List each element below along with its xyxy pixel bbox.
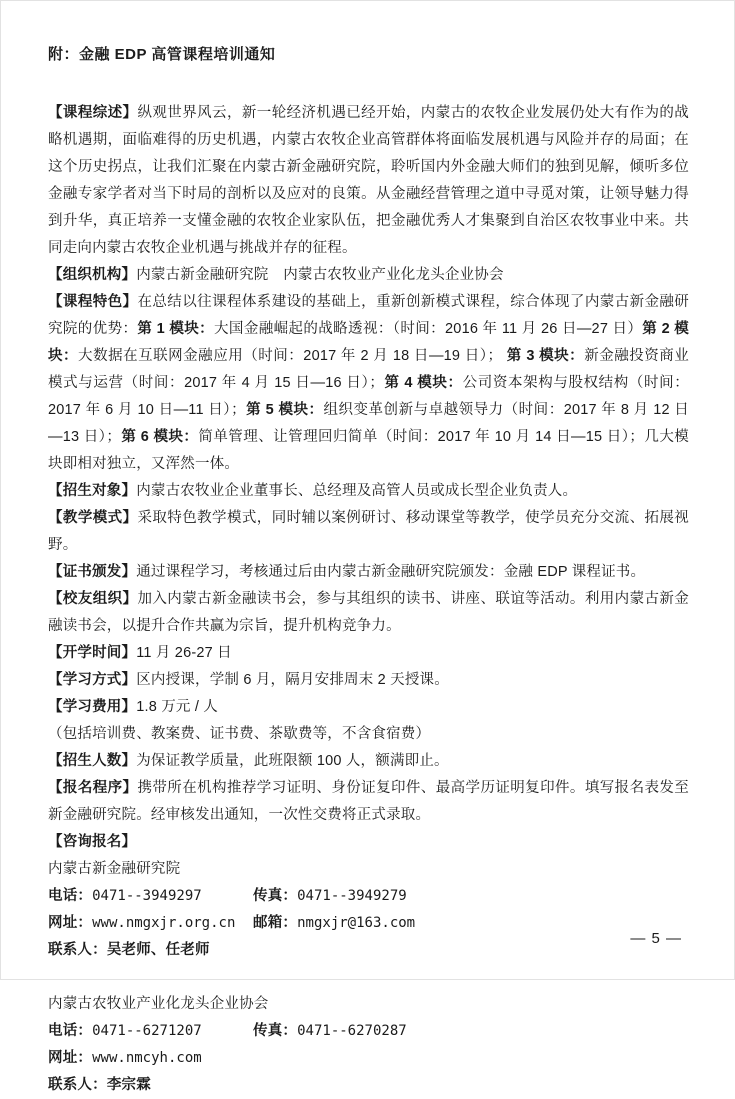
bold-text-run: 【招生人数】 — [48, 753, 137, 769]
document-body — [48, 100, 689, 1099]
contact-value: nmgxjr@163.com — [297, 915, 416, 931]
page-title: 附：金融 EDP 高管课程培训通知 — [48, 46, 276, 63]
bold-text-run: 第 1 模块： — [137, 321, 215, 337]
contact-label: 网址： — [48, 1050, 93, 1066]
paragraph — [48, 100, 689, 262]
contact-value: 吴老师、任老师 — [106, 942, 210, 958]
text-run: 11 月 26-27 日 — [136, 645, 232, 661]
contact-label: 传真： — [253, 1023, 298, 1039]
text-run: 大国金融崛起的战略透视：（时间：2016 年 11 月 26 日—27 日） — [214, 321, 643, 337]
bold-text-run: 【组织机构】 — [48, 267, 137, 283]
contact-cell — [48, 883, 253, 910]
paragraphs — [48, 100, 689, 856]
contact-value: www.nmgxjr.org.cn — [92, 915, 236, 931]
paragraph — [48, 640, 689, 667]
text-run: 纵观世界风云，新一轮经济机遇已经开始，内蒙古的农牧企业发展仍处大有作为的战略机遇期，面临难得的历史机遇，内蒙古农牧企业高管群体将面临发展机遇与风险并存的局面；在这个历史拐点，让我们汇聚在内蒙古新金融研究院，聆听国内外金融大师们的独到见解，倾听多位金融专家学者对当下时局的剖析以及应对的良策。从金融经营管理之道中寻觅对策，让领导魅力得到升华，真正培养一支懂金融的农牧企业家队伍，把金融优秀人才集聚到自治区农牧事业中来。共同走向内蒙古农牧企业机遇与挑战并存的征程。 — [48, 105, 690, 256]
contact-row — [48, 910, 689, 937]
text-run: 区内授课，学制 6 月，隔月安排周末 2 天授课。 — [136, 672, 449, 688]
bold-text-run: 【学习费用】 — [48, 699, 137, 715]
text-run: 新金融投资商业模式与运营（时间：2017 年 4 月 15 日—16 日）； — [48, 348, 689, 391]
text-run: 组织变革创新与卓越领导力（时间：2017 年 8 月 12 日—13 日）； — [48, 402, 689, 445]
paragraph — [48, 775, 689, 829]
text-run: 内蒙古农牧业企业董事长、总经理及高管人员或成长型企业负责人。 — [136, 483, 578, 499]
contact-value: 0471--3949279 — [297, 888, 407, 904]
paragraph — [48, 559, 689, 586]
contact-block — [48, 991, 689, 1099]
paragraph — [48, 586, 689, 640]
bold-text-run: 【学习方式】 — [48, 672, 137, 688]
text-run: 在总结以往课程体系建设的基础上，重新创新模式课程，综合体现了内蒙古新金融研究院的优势： — [48, 294, 690, 337]
bold-text-run: 【课程综述】 — [48, 105, 138, 121]
text-run: 携带所在机构推荐学习证明、身份证复印件、最高学历证明复印件。填写报名表发至新金融研究院。经审核发出通知，一次性交费将正式录取。 — [48, 780, 690, 823]
text-run: 公司资本架构与股权结构（时间：2017 年 6 月 10 日—11 日）； — [48, 375, 689, 418]
contact-cell — [48, 1018, 253, 1045]
contact-value: 0471--6271207 — [92, 1023, 202, 1039]
bold-text-run: 【校友组织】 — [48, 591, 138, 607]
bold-text-run: 【咨询报名】 — [48, 834, 137, 850]
contact-value: 李宗霖 — [106, 1077, 151, 1093]
paragraph — [48, 505, 689, 559]
contact-label: 电话： — [48, 1023, 93, 1039]
contact-cell — [253, 1023, 407, 1039]
contact-org-name: 内蒙古新金融研究院 — [48, 861, 181, 877]
contact-label: 传真： — [253, 888, 298, 904]
bold-text-run: 第 3 模块： — [506, 348, 585, 364]
contact-label: 邮箱： — [253, 915, 298, 931]
contacts — [48, 856, 689, 1099]
paragraph — [48, 694, 689, 721]
text-run: 1.8 万元 / 人 — [136, 699, 218, 715]
text-run: 采取特色教学模式，同时辅以案例研讨、移动课堂等教学，使学员充分交流、拓展视野。 — [48, 510, 690, 553]
contact-label: 网址： — [48, 915, 93, 931]
contact-label: 电话： — [48, 888, 93, 904]
text-run: 大数据在互联网金融应用（时间：2017 年 2 月 18 日—19 日）； — [78, 348, 507, 364]
contact-row — [48, 1045, 689, 1072]
bold-text-run: 【招生对象】 — [48, 483, 137, 499]
contact-cell — [48, 1077, 151, 1093]
text-run: 简单管理、让管理回归简单（时间：2017 年 10 月 14 日—15 日）；几大模块即相对独立，又浑然一体。 — [48, 429, 689, 472]
contact-value: www.nmcyh.com — [92, 1050, 202, 1066]
contact-cell — [48, 942, 210, 958]
bold-text-run: 【课程特色】 — [48, 294, 138, 310]
paragraph — [48, 748, 689, 775]
contact-cell — [48, 1050, 202, 1066]
page-number: — 5 — — [630, 930, 682, 947]
contact-value: 0471--6270287 — [297, 1023, 407, 1039]
text-run: 为保证教学质量，此班限额 100 人，额满即止。 — [136, 753, 449, 769]
contact-row — [48, 883, 689, 910]
bold-text-run: 【报名程序】 — [48, 780, 138, 796]
contact-cell — [253, 888, 407, 904]
text-run: （包括培训费、教案费、证书费、茶歇费等，不含食宿费） — [48, 726, 431, 742]
contact-label: 联系人： — [48, 1077, 107, 1093]
bold-text-run: 【教学模式】 — [48, 510, 138, 526]
text-run: 加入内蒙古新金融读书会，参与其组织的读书、讲座、联谊等活动。利用内蒙古新金融读书会，以提升合作共赢为宗旨，提升机构竞争力。 — [48, 591, 690, 634]
paragraph — [48, 262, 689, 289]
bold-text-run: 【开学时间】 — [48, 645, 137, 661]
paragraph — [48, 289, 689, 478]
bold-text-run: 第 4 模块： — [384, 375, 463, 391]
paragraph — [48, 667, 689, 694]
bold-text-run: 第 2 模块： — [48, 321, 689, 364]
paragraph — [48, 829, 689, 856]
contact-label: 联系人： — [48, 942, 107, 958]
text-run: 通过课程学习，考核通过后由内蒙古新金融研究院颁发：金融 EDP 课程证书。 — [136, 564, 646, 580]
bold-text-run: 第 5 模块： — [245, 402, 324, 418]
contact-cell — [253, 915, 415, 931]
contact-block — [48, 856, 689, 964]
text-run: 内蒙古新金融研究院 内蒙古农牧业产业化龙头企业协会 — [136, 267, 504, 283]
contact-cell — [48, 910, 253, 937]
paragraph — [48, 721, 689, 748]
bold-text-run: 【证书颁发】 — [48, 564, 137, 580]
paragraph — [48, 478, 689, 505]
contact-row — [48, 1018, 689, 1045]
contact-row — [48, 937, 689, 964]
contact-row — [48, 1072, 689, 1099]
contact-value: 0471--3949297 — [92, 888, 202, 904]
contact-org-name: 内蒙古农牧业产业化龙头企业协会 — [48, 996, 269, 1012]
bold-text-run: 第 6 模块： — [121, 429, 199, 445]
